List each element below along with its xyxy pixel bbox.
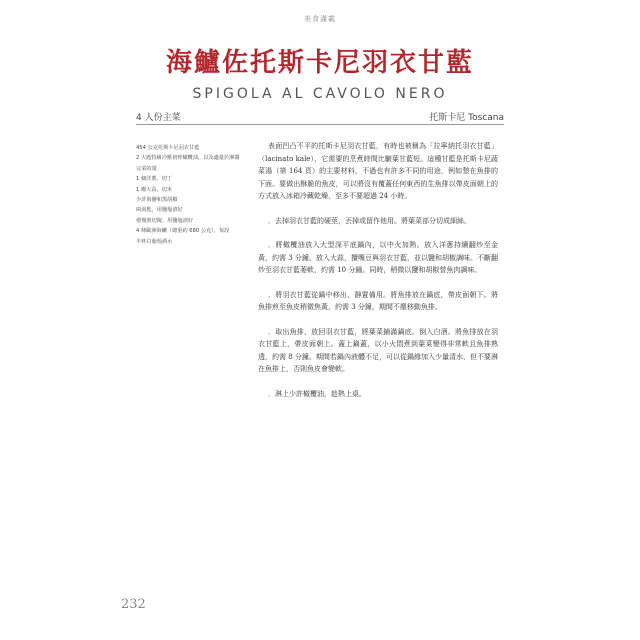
method-step: ．將橄欖油放入大型深平底鍋內，以中火加熱。放入洋蔥持續翻炒至金黃，約需 3 分鐘。放入大蒜，攪嘴豆與羽衣甘藍，並以鹽和胡椒調味。不斷翻炒至羽衣甘藍萎軟，約需 10 分鐘。同時，稍微以鹽和胡椒替魚肉調味。	[258, 241, 498, 274]
page-number: 232	[121, 597, 146, 612]
method-step: ．將羽衣甘藍從鍋中移出，靜置備用。將魚排放在鍋底，帶皮面朝下。將魚排煎至魚皮稍微焦黃，約需 3 分鐘，期間不塵移動魚排。	[258, 290, 498, 311]
ingredient-item: 少許海鹽和黑胡椒	[136, 197, 178, 204]
ingredients-list	[136, 143, 244, 247]
ingredient-item: 4 條歐洲海鱸（總重約 680 公克），每段	[136, 228, 230, 235]
method-step: ．取出魚排，放回羽衣甘藍，將葉菜鋪滿鍋底。倒入白酒。將魚排放在羽衣甘藍上，帶皮面朝上。蓋上鍋蓋，以小火悶煮到葉菜變得非常軟且魚排熟透，約需 8 分鐘。期間若鍋內液體不足，可以從鍋緣加入少量清水，但不要淋在魚排上，否則魚皮會變軟。	[258, 327, 498, 373]
ingredient-item: 2 大匙特級冷壓初榨橄欖油，以及適量於淋醬完菜的量	[136, 155, 240, 172]
running-head: 美食滿載	[304, 15, 336, 23]
servings-label: 4 人份主菜	[136, 113, 181, 123]
ingredient-item: 兩湯匙，用鹽塩漬好	[136, 207, 183, 214]
intro-paragraph: 表面凹凸不平的托斯卡尼羽衣甘藍，有時也被稱為「拉寧納托羽衣甘藍」（lacinato kale），它需要的烹煮時間比皺葉甘藍短。這種甘藍是托斯卡尼蔬菜湯（第 164 頁）的主要材料，不過也有許多不同的用途，例如墊在魚排的下面。要做出酥脆的魚皮，可以將沒有覆蓋任何東西的生魚排以帶皮面朝上的方式放入冰箱冷藏乾燥，至多不要超過 24 小時。	[258, 142, 498, 200]
method-step: ．去掉羽衣甘藍的硬莖，丟掉或留作他用。將葉菜部分切成細絲。	[268, 216, 471, 225]
ingredient-item: 1 瓣大蒜，切末	[136, 186, 173, 193]
region-label: 托斯卡尼 Toscana	[429, 113, 504, 123]
header-divider	[136, 124, 504, 125]
ingredient-item: 煨慢煎切塊，用鹽塩漬好	[136, 217, 194, 224]
recipe-title-italian: SPIGOLA AL CAVOLO NERO	[192, 86, 448, 102]
recipe-title-chinese: 海鱸佐托斯卡尼羽衣甘藍	[165, 48, 474, 78]
ingredient-item: 1 個洋蔥，切丁	[136, 176, 173, 183]
method-step: ．淋上少許橄欖油，趁熱上桌。	[268, 389, 366, 398]
method-steps	[258, 140, 498, 412]
ingredient-item: 454 公克托斯卡尼羽衣甘藍	[136, 145, 200, 151]
ingredient-item: 半杯白葡萄酒水	[136, 238, 173, 245]
